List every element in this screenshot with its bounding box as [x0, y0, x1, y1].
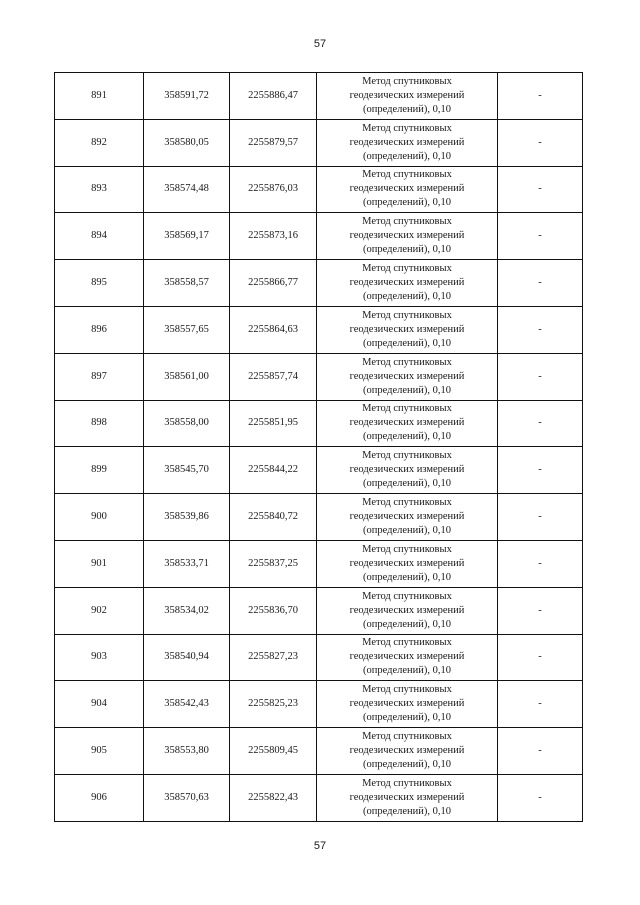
extra-cell: - [498, 681, 583, 728]
method-text: Метод спутниковых геодезических измерений (определений), 0,10 [349, 356, 465, 396]
x-coordinate-cell: 358534,02 [144, 587, 230, 634]
table-row [55, 540, 583, 587]
x-coordinate-cell: 358545,70 [144, 447, 230, 494]
method-cell [317, 587, 498, 634]
method-text: Метод спутниковых геодезических измерений (определений), 0,10 [349, 543, 465, 583]
table-row [55, 353, 583, 400]
method-text: Метод спутниковых геодезических измерений (определений), 0,10 [349, 75, 465, 115]
y-coordinate-cell: 2255873,16 [230, 213, 317, 260]
method-text: Метод спутниковых геодезических измерений (определений), 0,10 [349, 731, 465, 771]
y-coordinate-cell: 2255822,43 [230, 774, 317, 821]
method-cell [317, 306, 498, 353]
method-text: Метод спутниковых геодезических измерений (определений), 0,10 [349, 684, 465, 724]
x-coordinate-cell: 358574,48 [144, 166, 230, 213]
y-coordinate-cell: 2255866,77 [230, 260, 317, 307]
y-coordinate-cell: 2255836,70 [230, 587, 317, 634]
extra-cell: - [498, 728, 583, 775]
table-row [55, 213, 583, 260]
point-number-cell: 896 [55, 306, 144, 353]
method-text: Метод спутниковых геодезических измерений (определений), 0,10 [349, 590, 465, 630]
y-coordinate-cell: 2255879,57 [230, 119, 317, 166]
point-number-cell: 906 [55, 774, 144, 821]
extra-cell: - [498, 634, 583, 681]
x-coordinate-cell: 358539,86 [144, 494, 230, 541]
page-number-bottom: 57 [313, 840, 327, 852]
extra-cell: - [498, 119, 583, 166]
method-cell [317, 119, 498, 166]
extra-cell: - [498, 494, 583, 541]
x-coordinate-cell: 358533,71 [144, 540, 230, 587]
table-row [55, 260, 583, 307]
method-text: Метод спутниковых геодезических измерений (определений), 0,10 [349, 309, 465, 349]
point-number-cell: 898 [55, 400, 144, 447]
table-row [55, 400, 583, 447]
method-cell [317, 166, 498, 213]
x-coordinate-cell: 358561,00 [144, 353, 230, 400]
method-text: Метод спутниковых геодезических измерений (определений), 0,10 [349, 777, 465, 817]
extra-cell: - [498, 260, 583, 307]
point-number-cell: 904 [55, 681, 144, 728]
y-coordinate-cell: 2255809,45 [230, 728, 317, 775]
extra-cell: - [498, 540, 583, 587]
y-coordinate-cell: 2255886,47 [230, 73, 317, 120]
table-row [55, 587, 583, 634]
x-coordinate-cell: 358569,17 [144, 213, 230, 260]
x-coordinate-cell: 358553,80 [144, 728, 230, 775]
y-coordinate-cell: 2255864,63 [230, 306, 317, 353]
method-text: Метод спутниковых геодезических измерений (определений), 0,10 [349, 169, 465, 209]
point-number-cell: 905 [55, 728, 144, 775]
x-coordinate-cell: 358542,43 [144, 681, 230, 728]
method-text: Метод спутниковых геодезических измерений (определений), 0,10 [349, 122, 465, 162]
extra-cell: - [498, 73, 583, 120]
table-row [55, 447, 583, 494]
y-coordinate-cell: 2255857,74 [230, 353, 317, 400]
method-cell [317, 728, 498, 775]
point-number-cell: 893 [55, 166, 144, 213]
point-number-cell: 897 [55, 353, 144, 400]
y-coordinate-cell: 2255840,72 [230, 494, 317, 541]
table-row [55, 119, 583, 166]
y-coordinate-cell: 2255827,23 [230, 634, 317, 681]
point-number-cell: 899 [55, 447, 144, 494]
point-number-cell: 892 [55, 119, 144, 166]
method-cell [317, 634, 498, 681]
method-cell [317, 260, 498, 307]
point-number-cell: 891 [55, 73, 144, 120]
method-cell [317, 353, 498, 400]
method-text: Метод спутниковых геодезических измерений (определений), 0,10 [349, 216, 465, 256]
table-row [55, 634, 583, 681]
x-coordinate-cell: 358558,57 [144, 260, 230, 307]
method-text: Метод спутниковых геодезических измерений (определений), 0,10 [349, 497, 465, 537]
method-cell [317, 681, 498, 728]
extra-cell: - [498, 774, 583, 821]
method-cell [317, 774, 498, 821]
x-coordinate-cell: 358557,65 [144, 306, 230, 353]
method-cell [317, 213, 498, 260]
extra-cell: - [498, 400, 583, 447]
point-number-cell: 902 [55, 587, 144, 634]
table-row [55, 681, 583, 728]
coordinates-table [54, 72, 583, 822]
x-coordinate-cell: 358591,72 [144, 73, 230, 120]
x-coordinate-cell: 358558,00 [144, 400, 230, 447]
table-row [55, 306, 583, 353]
x-coordinate-cell: 358540,94 [144, 634, 230, 681]
method-cell [317, 400, 498, 447]
method-text: Метод спутниковых геодезических измерений (определений), 0,10 [349, 403, 465, 443]
y-coordinate-cell: 2255851,95 [230, 400, 317, 447]
method-text: Метод спутниковых геодезических измерений (определений), 0,10 [349, 637, 465, 677]
extra-cell: - [498, 353, 583, 400]
method-cell [317, 73, 498, 120]
method-cell [317, 540, 498, 587]
point-number-cell: 895 [55, 260, 144, 307]
point-number-cell: 894 [55, 213, 144, 260]
extra-cell: - [498, 213, 583, 260]
table-row [55, 774, 583, 821]
page-number-top: 57 [313, 38, 327, 50]
method-cell [317, 447, 498, 494]
extra-cell: - [498, 166, 583, 213]
point-number-cell: 900 [55, 494, 144, 541]
y-coordinate-cell: 2255876,03 [230, 166, 317, 213]
point-number-cell: 901 [55, 540, 144, 587]
coordinates-table-body [55, 73, 583, 822]
x-coordinate-cell: 358580,05 [144, 119, 230, 166]
y-coordinate-cell: 2255837,25 [230, 540, 317, 587]
table-row [55, 494, 583, 541]
x-coordinate-cell: 358570,63 [144, 774, 230, 821]
method-cell [317, 494, 498, 541]
method-text: Метод спутниковых геодезических измерений (определений), 0,10 [349, 450, 465, 490]
table-row [55, 166, 583, 213]
table-row [55, 728, 583, 775]
y-coordinate-cell: 2255825,23 [230, 681, 317, 728]
y-coordinate-cell: 2255844,22 [230, 447, 317, 494]
extra-cell: - [498, 447, 583, 494]
method-text: Метод спутниковых геодезических измерений (определений), 0,10 [349, 263, 465, 303]
table-row [55, 73, 583, 120]
extra-cell: - [498, 587, 583, 634]
point-number-cell: 903 [55, 634, 144, 681]
extra-cell: - [498, 306, 583, 353]
